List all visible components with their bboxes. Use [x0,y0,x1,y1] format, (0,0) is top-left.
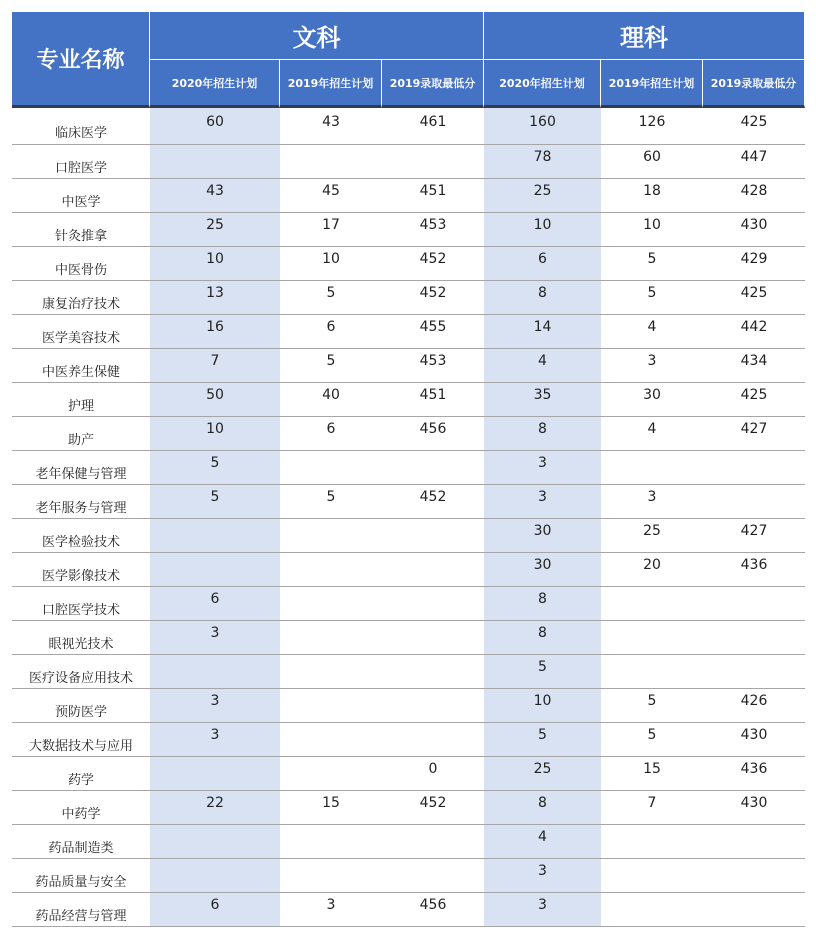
cell-liberal-2019-min-score [382,825,484,858]
cell-liberal-2020-plan: 6 [150,893,280,926]
cell-liberal-2019-plan [280,757,382,790]
cell-major-name: 老年服务与管理 [35,501,127,516]
table-row [12,349,805,383]
header-sub-liberal-2020-plan: 2020年招生计划 [150,60,280,108]
table-row [12,315,805,349]
cell-science-2020-plan: 25 [484,757,601,790]
cell-liberal-2020-plan: 5 [150,485,280,518]
cell-liberal-2019-min-score [382,587,484,620]
table-row [12,451,805,485]
cell-liberal-2019-min-score [382,723,484,756]
cell-major-name: 中医养生保健 [41,365,120,380]
cell-liberal-2019-min-score [382,451,484,484]
cell-liberal-2020-plan: 16 [150,315,280,348]
table-row [12,825,805,859]
table-row [12,553,805,587]
cell-liberal-2019-plan: 10 [322,251,340,267]
cell-science-2020-plan: 30 [484,519,601,552]
cell-science-2020-plan: 8 [484,281,601,314]
cell-liberal-2019-min-score: 452 [419,795,447,811]
cell-science-2019-plan [601,859,703,892]
cell-science-2019-plan [601,587,703,620]
cell-science-2019-min-score: 436 [740,557,768,573]
cell-science-2020-plan: 25 [484,179,601,212]
cell-major-name: 老年保健与管理 [35,467,127,482]
cell-science-2019-plan: 15 [643,761,661,777]
cell-liberal-2019-plan [280,689,382,722]
cell-science-2019-plan: 3 [647,353,657,369]
cell-major-name: 口腔医学技术 [41,603,120,618]
cell-science-2020-plan: 14 [484,315,601,348]
table-row [12,417,805,451]
cell-science-2020-plan: 78 [484,145,601,178]
header-sub-liberal-2019-plan: 2019年招生计划 [280,60,382,108]
cell-science-2020-plan: 35 [484,383,601,416]
cell-science-2020-plan: 8 [484,587,601,620]
cell-major-name: 临床医学 [54,126,107,141]
cell-science-2019-plan: 3 [647,489,657,505]
cell-science-2019-min-score: 430 [740,727,768,743]
table-row [12,621,805,655]
table-row [12,689,805,723]
cell-liberal-2019-plan [280,145,382,178]
header-sub-science-2019-plan: 2019年招生计划 [601,60,703,108]
cell-liberal-2019-plan: 17 [322,217,340,233]
cell-science-2020-plan: 6 [484,247,601,280]
cell-liberal-2020-plan: 3 [150,723,280,756]
cell-science-2019-min-score [703,893,805,926]
cell-science-2019-plan: 4 [647,319,657,335]
cell-major-name: 预防医学 [54,705,107,720]
cell-science-2019-plan: 60 [643,149,661,165]
cell-liberal-2019-plan [280,723,382,756]
cell-major-name: 针灸推拿 [54,229,107,244]
cell-liberal-2019-min-score: 452 [419,285,447,301]
cell-liberal-2020-plan [150,553,280,586]
cell-liberal-2019-min-score [382,145,484,178]
cell-liberal-2020-plan [150,757,280,790]
cell-science-2019-min-score: 426 [740,693,768,709]
cell-science-2019-min-score: 428 [740,183,768,199]
cell-major-name: 医学影像技术 [41,569,120,584]
cell-liberal-2019-plan: 5 [326,489,336,505]
table-row [12,247,805,281]
cell-science-2019-min-score [703,621,805,654]
cell-science-2020-plan: 8 [484,417,601,450]
cell-science-2020-plan: 10 [484,213,601,246]
cell-liberal-2019-min-score: 461 [419,114,447,130]
cell-science-2019-min-score: 425 [740,114,768,130]
cell-science-2019-plan: 126 [638,114,666,130]
cell-major-name: 医学美容技术 [41,331,120,346]
cell-science-2019-plan [601,825,703,858]
cell-liberal-2020-plan: 60 [150,108,280,144]
cell-major-name: 医学检验技术 [41,535,120,550]
cell-liberal-2019-plan [280,553,382,586]
cell-liberal-2019-min-score: 456 [419,421,447,437]
cell-science-2019-plan [601,893,703,926]
cell-liberal-2019-plan [280,587,382,620]
cell-liberal-2020-plan: 13 [150,281,280,314]
cell-science-2019-min-score: 447 [740,149,768,165]
table-row [12,587,805,621]
cell-liberal-2020-plan: 3 [150,621,280,654]
table-row [12,757,805,791]
cell-liberal-2019-min-score: 452 [419,251,447,267]
cell-science-2019-min-score: 427 [740,421,768,437]
table-row [12,791,805,825]
cell-science-2019-min-score [703,655,805,688]
cell-science-2019-plan [601,655,703,688]
cell-liberal-2019-min-score: 453 [419,353,447,369]
table-row [12,213,805,247]
cell-major-name: 助产 [67,433,94,448]
cell-liberal-2019-min-score: 452 [419,489,447,505]
table-row [12,485,805,519]
cell-science-2019-min-score: 434 [740,353,768,369]
cell-science-2019-min-score: 436 [740,761,768,777]
cell-science-2019-plan: 5 [647,285,657,301]
cell-science-2020-plan: 4 [484,825,601,858]
table-row [12,859,805,893]
cell-science-2020-plan: 10 [484,689,601,722]
cell-liberal-2019-min-score [382,689,484,722]
cell-liberal-2019-plan [280,655,382,688]
cell-science-2019-min-score [703,825,805,858]
cell-science-2020-plan: 5 [484,723,601,756]
cell-liberal-2019-plan: 40 [322,387,340,403]
header-major-name: 专业名称 [12,12,150,108]
cell-liberal-2019-min-score: 455 [419,319,447,335]
cell-liberal-2020-plan [150,655,280,688]
cell-liberal-2019-plan [280,825,382,858]
cell-major-name: 医疗设备应用技术 [28,671,133,686]
cell-major-name: 药品制造类 [48,841,114,856]
cell-liberal-2020-plan: 3 [150,689,280,722]
table-row [12,145,805,179]
cell-major-name: 中药学 [61,807,101,822]
cell-science-2019-min-score: 429 [740,251,768,267]
cell-liberal-2019-plan: 6 [326,421,336,437]
cell-science-2020-plan: 8 [484,791,601,824]
cell-major-name: 药品经营与管理 [35,909,127,924]
cell-science-2019-min-score [703,451,805,484]
cell-science-2020-plan: 3 [484,451,601,484]
cell-liberal-2019-plan: 3 [326,897,336,913]
cell-science-2020-plan: 3 [484,859,601,892]
cell-science-2019-plan: 5 [647,251,657,267]
cell-liberal-2019-min-score: 456 [419,897,447,913]
cell-liberal-2020-plan: 43 [150,179,280,212]
cell-liberal-2019-plan [280,519,382,552]
table-row [12,179,805,213]
cell-liberal-2020-plan: 5 [150,451,280,484]
cell-liberal-2019-min-score [382,621,484,654]
cell-liberal-2019-min-score: 451 [419,387,447,403]
cell-science-2019-plan: 4 [647,421,657,437]
cell-liberal-2020-plan: 7 [150,349,280,382]
cell-science-2019-plan: 18 [643,183,661,199]
cell-liberal-2019-plan [280,859,382,892]
table-row [12,893,805,927]
cell-liberal-2019-min-score [382,655,484,688]
cell-science-2020-plan: 3 [484,893,601,926]
cell-liberal-2019-plan: 6 [326,319,336,335]
cell-science-2019-plan: 7 [647,795,657,811]
cell-science-2020-plan: 3 [484,485,601,518]
header-group-science: 理科 [484,12,805,60]
cell-liberal-2019-plan: 5 [326,353,336,369]
cell-liberal-2019-min-score [382,859,484,892]
cell-science-2019-plan: 10 [643,217,661,233]
cell-science-2019-plan: 5 [647,727,657,743]
cell-science-2019-min-score [703,587,805,620]
cell-liberal-2020-plan: 10 [150,417,280,450]
cell-liberal-2020-plan: 50 [150,383,280,416]
table-row [12,655,805,689]
cell-liberal-2019-plan: 45 [322,183,340,199]
cell-major-name: 眼视光技术 [48,637,114,652]
cell-liberal-2019-plan [280,621,382,654]
header-sub-science-2019-min-score: 2019录取最低分 [703,60,805,108]
header-group-liberal-arts: 文科 [150,12,484,60]
cell-science-2019-plan [601,451,703,484]
cell-science-2019-plan [601,621,703,654]
header-sub-science-2020-plan: 2020年招生计划 [484,60,601,108]
cell-liberal-2019-min-score: 451 [419,183,447,199]
cell-science-2019-min-score: 442 [740,319,768,335]
cell-major-name: 护理 [67,399,94,414]
cell-liberal-2020-plan [150,825,280,858]
cell-major-name: 中医学 [61,195,101,210]
cell-science-2019-min-score: 430 [740,217,768,233]
cell-liberal-2020-plan [150,519,280,552]
cell-science-2019-plan: 25 [643,523,661,539]
cell-liberal-2019-min-score [382,519,484,552]
cell-major-name: 大数据技术与应用 [28,739,133,754]
table-row [12,383,805,417]
cell-liberal-2019-min-score: 453 [419,217,447,233]
table-row [12,108,805,145]
cell-liberal-2019-plan: 5 [326,285,336,301]
table-body [12,108,805,927]
cell-science-2020-plan: 4 [484,349,601,382]
table-row [12,281,805,315]
cell-science-2019-plan: 30 [643,387,661,403]
cell-liberal-2020-plan: 22 [150,791,280,824]
cell-liberal-2020-plan: 10 [150,247,280,280]
cell-major-name: 药学 [67,773,94,788]
cell-science-2019-plan: 5 [647,693,657,709]
cell-science-2019-min-score: 430 [740,795,768,811]
cell-liberal-2019-min-score [382,553,484,586]
cell-science-2019-min-score [703,859,805,892]
cell-major-name: 口腔医学 [54,161,107,176]
cell-liberal-2019-plan: 43 [322,114,340,130]
cell-science-2020-plan: 8 [484,621,601,654]
cell-liberal-2019-plan [280,451,382,484]
header-sub-liberal-2019-min-score: 2019录取最低分 [382,60,484,108]
cell-liberal-2020-plan: 25 [150,213,280,246]
cell-science-2019-min-score: 425 [740,285,768,301]
cell-liberal-2019-plan: 15 [322,795,340,811]
table-row [12,723,805,757]
cell-science-2020-plan: 30 [484,553,601,586]
cell-major-name: 康复治疗技术 [41,297,120,312]
cell-liberal-2020-plan [150,859,280,892]
cell-science-2019-min-score [703,485,805,518]
cell-science-2019-min-score: 425 [740,387,768,403]
cell-science-2019-min-score: 427 [740,523,768,539]
cell-science-2020-plan: 5 [484,655,601,688]
cell-science-2019-plan: 20 [643,557,661,573]
cell-liberal-2020-plan: 6 [150,587,280,620]
cell-major-name: 药品质量与安全 [35,875,127,890]
cell-science-2020-plan: 160 [484,108,601,144]
table-row [12,519,805,553]
cell-liberal-2019-min-score: 0 [428,761,438,777]
cell-major-name: 中医骨伤 [54,263,107,278]
cell-liberal-2020-plan [150,145,280,178]
